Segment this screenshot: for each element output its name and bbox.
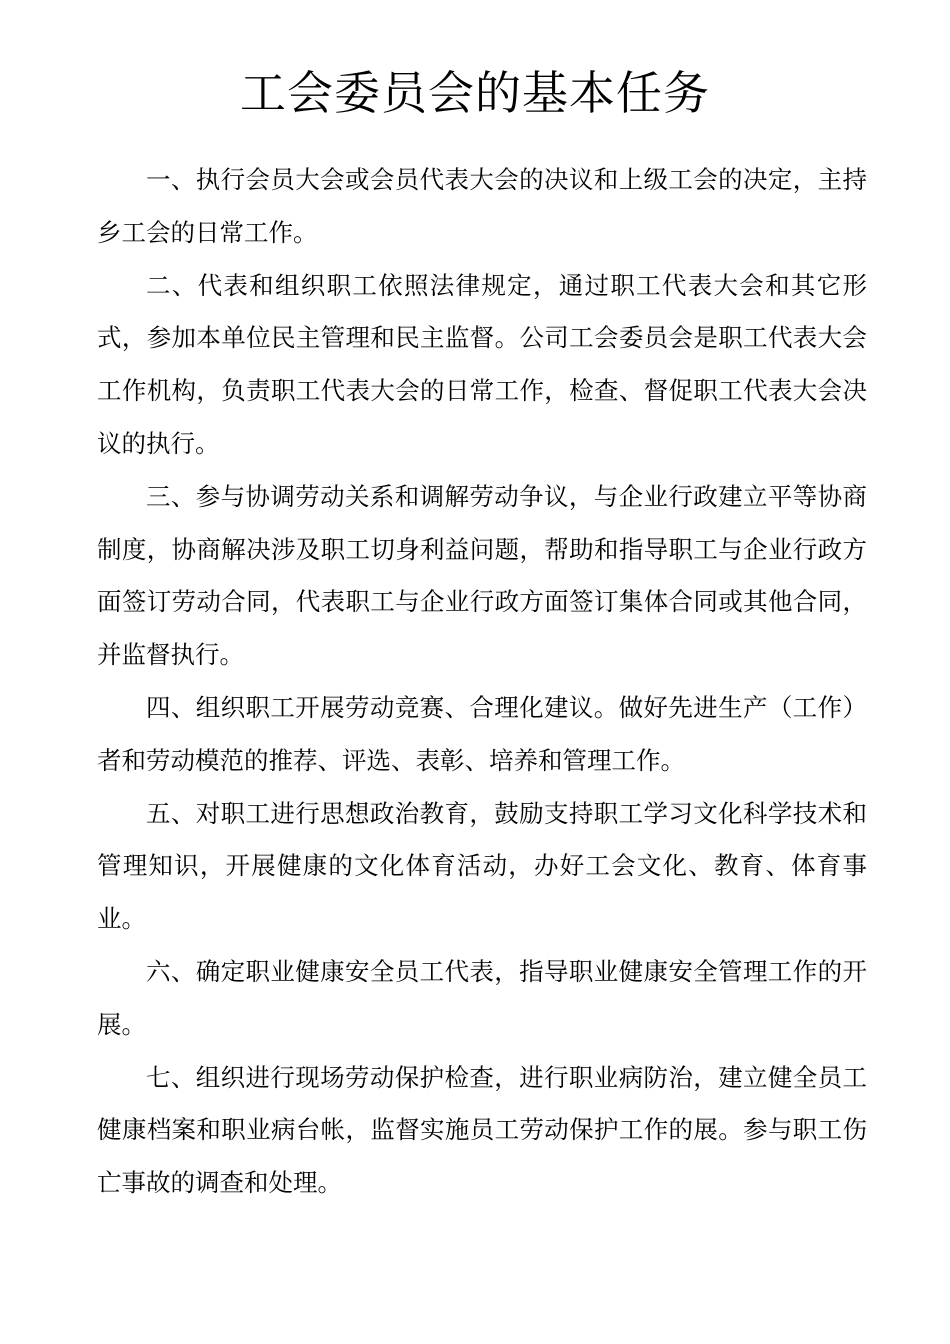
page-title: 工会委员会的基本任务: [240, 66, 710, 120]
paragraph-3: 三、参与协调劳动关系和调解劳动争议，与企业行政建立平等协商制度，协商解决涉及职工切身利益问题，帮助和指导职工与企业行政方面签订劳动合同，代表职工与企业行政方面签订集体合同或其他合同，并监督执行。: [97, 481, 867, 670]
paragraph-7: 七、组织进行现场劳动保护检查，进行职业病防治，建立健全员工健康档案和职业病台帐，监督实施员工劳动保护工作的展。参与职工伤亡事故的调查和处理。: [97, 1062, 867, 1198]
paragraph-2: 二、代表和组织职工依照法律规定，通过职工代表大会和其它形式，参加本单位民主管理和民主监督。公司工会委员会是职工代表大会工作机构，负责职工代表大会的日常工作，检查、督促职工代表大会决议的执行。: [97, 270, 867, 458]
paragraph-4: 四、组织职工开展劳动竞赛、合理化建议。做好先进生产（工作）者和劳动模范的推荐、评选、表彰、培养和管理工作。: [97, 692, 867, 775]
paragraph-5: 五、对职工进行思想政治教育，鼓励支持职工学习文化科学技术和管理知识，开展健康的文化体育活动，办好工会文化、教育、体育事业。: [97, 798, 867, 934]
paragraph-6: 六、确定职业健康安全员工代表，指导职业健康安全管理工作的开展。: [97, 956, 867, 1039]
document-body: [97, 154, 867, 1210]
paragraph-1: 一、执行会员大会或会员代表大会的决议和上级工会的决定，主持乡工会的日常工作。: [97, 165, 867, 247]
